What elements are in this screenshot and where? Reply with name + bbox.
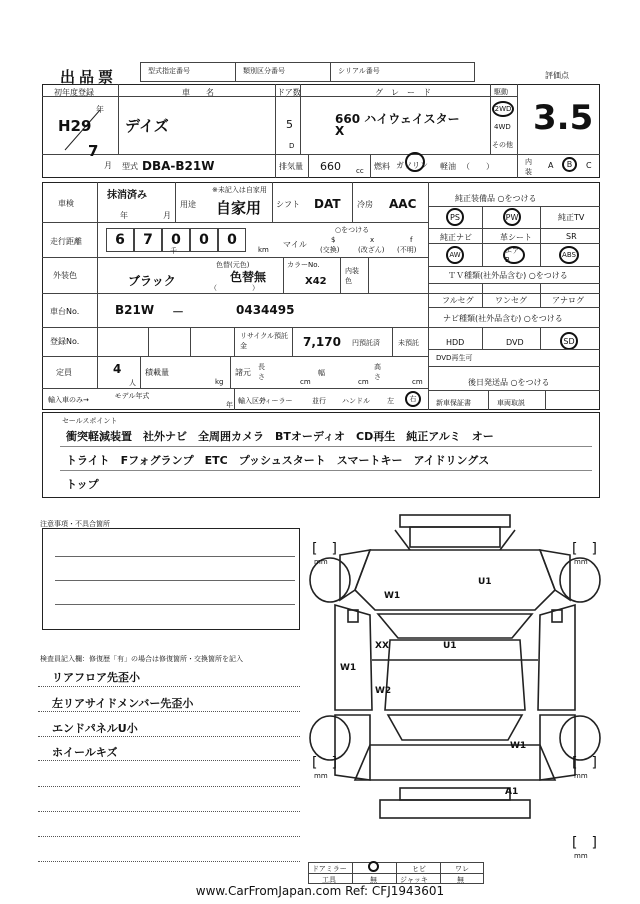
- shaken-value: 抹消済み: [107, 190, 147, 201]
- car-name: デイズ: [125, 117, 169, 135]
- color-change-value: 色替無: [230, 270, 267, 284]
- watermark: www.CarFromJapan.com Ref: CFJ1943601: [0, 884, 640, 898]
- drive-2wd: 2WD: [492, 101, 514, 117]
- car-diagram: [300, 510, 610, 890]
- sales-line-1: 衝突軽減装置 社外ナビ 全周囲カメラ BTオーディオ CD再生 純正アルミ オー: [66, 430, 494, 443]
- chassis-prefix: B21W: [115, 303, 155, 317]
- displacement: 660: [320, 160, 341, 173]
- sales-line-2: トライト Fフォグランプ ETC プッシュスタート スマートキー アイドリングス: [66, 454, 490, 467]
- equip-tv: 純正TV: [558, 213, 585, 222]
- exterior-color: ブラック: [128, 274, 176, 288]
- mark-w1-fl: W1: [384, 591, 401, 601]
- use-value: 自家用: [216, 199, 262, 217]
- capacity-value: 4: [113, 362, 122, 376]
- remark-2: 左リアサイドメンバー先歪小: [52, 697, 194, 710]
- grade-eval-label: 評価点: [545, 71, 569, 80]
- equip-pw: PW: [503, 208, 521, 226]
- equip-sr: SR: [566, 232, 577, 241]
- grade-label: グ レ ー ド: [375, 88, 431, 97]
- mark-u1-roof: U1: [443, 641, 457, 651]
- handle-right: 右: [405, 391, 421, 407]
- mark-w1-rr: W1: [510, 741, 527, 751]
- model-code: DBA-B21W: [142, 159, 215, 173]
- interior-b: B: [562, 157, 577, 172]
- first-reg-label: 初年度登録: [54, 88, 94, 97]
- kata-label: 型式指定番号: [148, 67, 190, 75]
- recycle-amount: 7,170: [303, 335, 341, 349]
- doors-label: ドア数: [277, 88, 301, 97]
- first-reg-year: H29: [58, 117, 92, 135]
- equip-ps: PS: [446, 208, 464, 226]
- car-name-label: 車 名: [182, 88, 214, 97]
- door-count: 5: [286, 118, 293, 131]
- eval-score: 3.5: [533, 98, 594, 138]
- chassis-number: 0434495: [236, 303, 295, 317]
- color-number: X42: [305, 276, 327, 287]
- sales-line-3: トップ: [66, 478, 99, 491]
- equip-airbag: エアB: [503, 246, 525, 264]
- shift-value: DAT: [314, 197, 341, 211]
- fuel-circle: [405, 152, 425, 172]
- mark-w1-left: W1: [340, 663, 357, 673]
- mark-u1-front: U1: [478, 577, 492, 587]
- equip-leather: 革シート: [500, 233, 532, 242]
- mark-a1: A1: [505, 787, 519, 797]
- fuel-gasoline: ガソリン: [396, 161, 428, 170]
- caution-box: [42, 528, 300, 630]
- navi-sd: SD: [560, 332, 578, 350]
- grade-value: 660 ハイウェイスター: [335, 112, 460, 126]
- remark-4: ホイールキズ: [52, 746, 118, 759]
- page-title: 出品票: [60, 68, 118, 86]
- first-reg-month: 7: [88, 142, 99, 160]
- drive-4wd: 4WD: [494, 123, 511, 131]
- drive-other: その他: [492, 141, 513, 149]
- equip-abs: ABS: [559, 246, 579, 264]
- rui-label: 類別区分番号: [243, 67, 285, 75]
- remark-1: リアフロア先歪小: [52, 671, 140, 684]
- equip-navi-aw: AW: [446, 246, 464, 264]
- mark-xx: XX: [375, 641, 389, 651]
- mark-w2: W2: [375, 686, 392, 696]
- serial-label: シリアル番号: [338, 67, 380, 75]
- equip-navi: 純正ナビ: [440, 233, 472, 242]
- mileage-digits: 6 7 0 0 0: [106, 228, 246, 252]
- remark-3: エンドパネルU小: [52, 722, 138, 735]
- ac-value: AAC: [389, 197, 417, 211]
